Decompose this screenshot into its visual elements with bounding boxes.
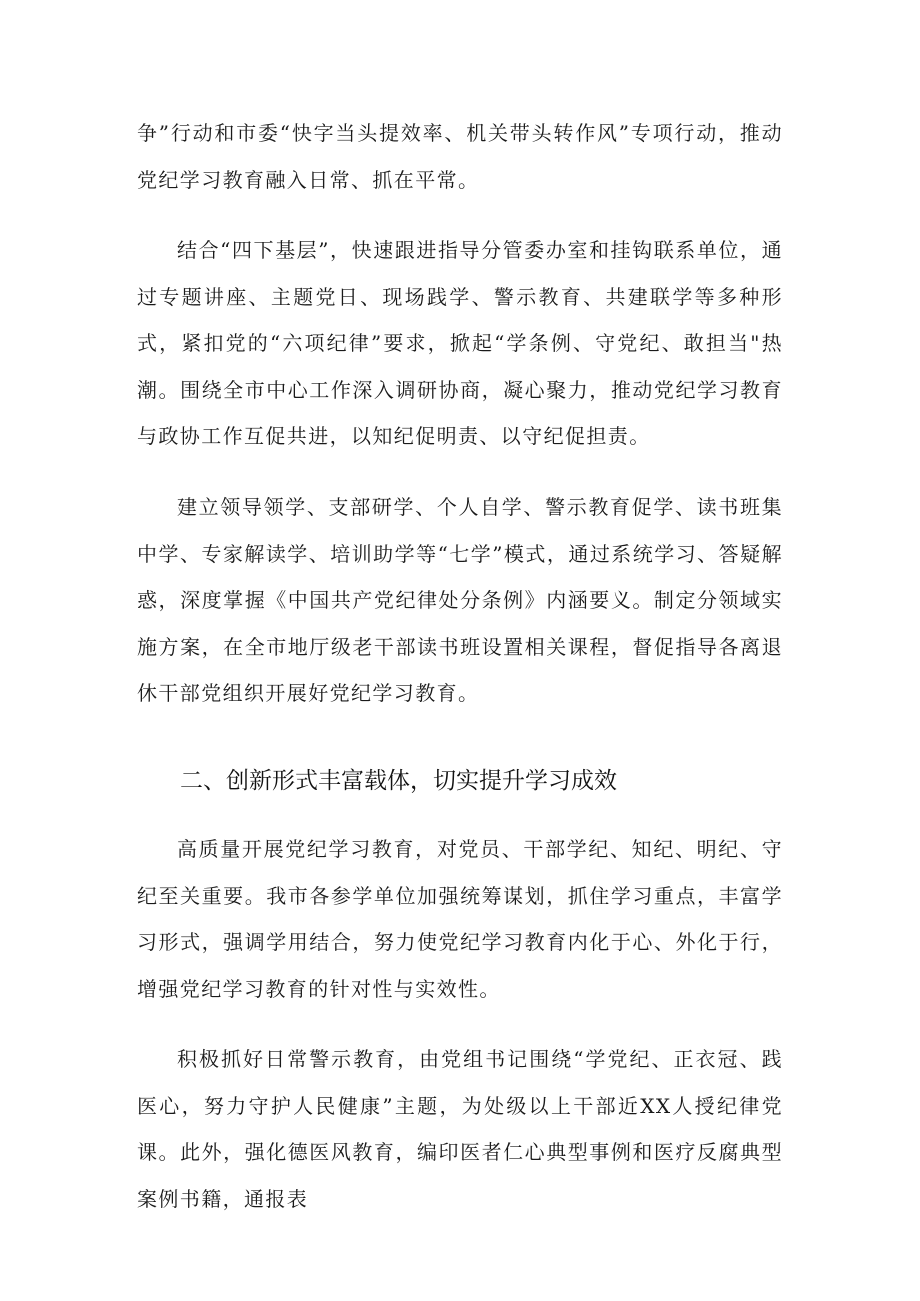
body-paragraph: 积极抓好日常警示教育，由党组书记围绕“学党纪、正衣冠、践医心，努力守护人民健康”主题，为处级以上干部近XX人授纪律党课。此外，强化德医风教育，编印医者仁心典型事例和医疗反腐典型案例书籍，通报表 (137, 1047, 783, 1211)
section-heading: 二、创新形式丰富载体，切实提升学习成效 (180, 768, 617, 794)
body-paragraph: 建立领导领学、支部研学、个人自学、警示教育促学、读书班集中学、专家解读学、培训助学等“七学”模式，通过系统学习、答疑解惑，深度掌握《中国共产党纪律处分条例》内涵要义。制定分领域实施方案，在全市地厅级老干部读书班设置相关课程，督促指导各离退休干部党组织开展好党纪学习教育。 (137, 495, 783, 705)
body-paragraph-continuation: 争”行动和市委“快字当头提效率、机关带头转作风”专项行动，推动党纪学习教育融入日常、抓在平常。 (137, 121, 783, 192)
body-paragraph: 结合“四下基层”，快速跟进指导分管委办室和挂钩联系单位，通过专题讲座、主题党日、现场践学、警示教育、共建联学等多种形式，紧扣党的“六项纪律”要求，掀起“学条例、守党纪、敢担当"热潮。围绕全市中心工作深入调研协商，凝心聚力，推动党纪学习教育与政协工作互促共进，以知纪促明责、以守纪促担责。 (137, 238, 783, 448)
body-paragraph: 高质量开展党纪学习教育，对党员、干部学纪、知纪、明纪、守纪至关重要。我市各参学单位加强统筹谋划，抓住学习重点，丰富学习形式，强调学用结合，努力使党纪学习教育内化于心、外化于行，增强党纪学习教育的针对性与实效性。 (137, 837, 783, 1001)
